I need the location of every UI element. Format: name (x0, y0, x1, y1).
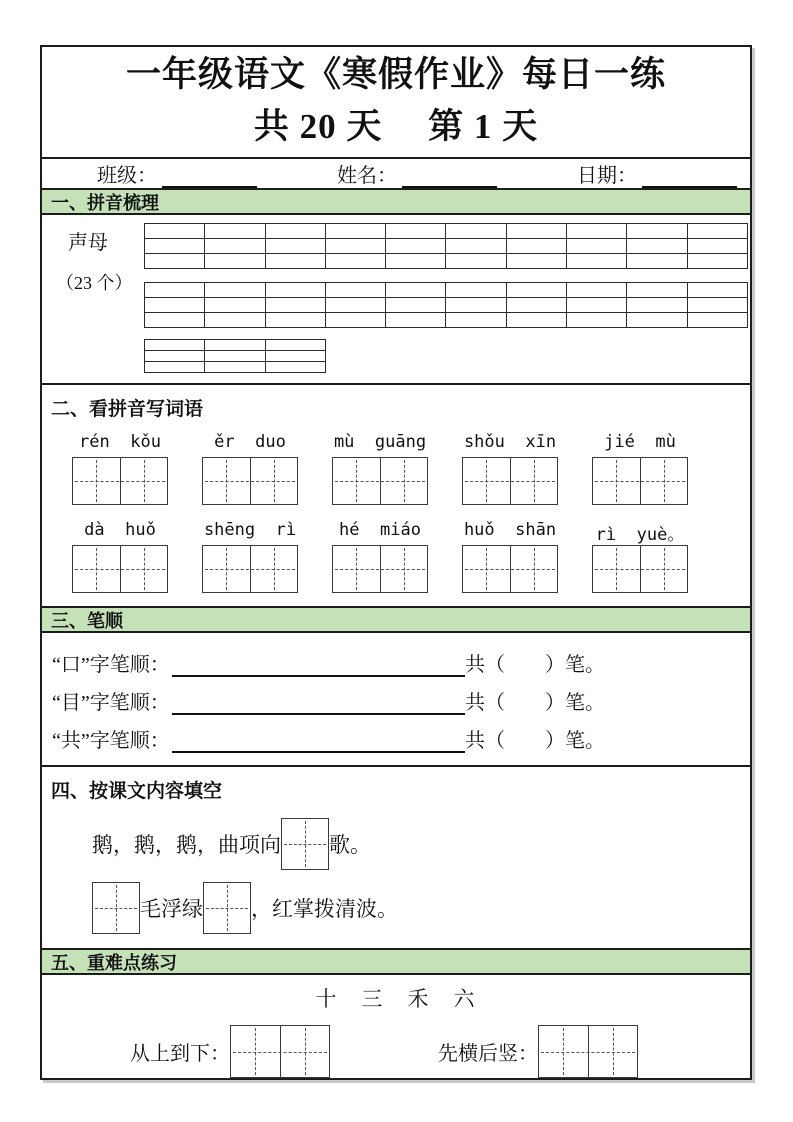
practice-characters: 十 三 禾 六 (315, 987, 477, 1011)
grid-cell (205, 224, 265, 239)
writing-cell (463, 546, 510, 592)
section-key-practice (42, 975, 750, 1078)
pinyin-group (462, 432, 558, 505)
grid-cell (567, 254, 627, 269)
writing-cell (120, 458, 168, 504)
pinyin-group (72, 520, 168, 593)
writing-cell (588, 1026, 638, 1077)
grid-cell (687, 224, 747, 239)
grid-cell (325, 298, 385, 313)
writing-cell (73, 458, 120, 504)
section-header-stroke-order: 三、笔顺 (42, 606, 750, 633)
grid-cell (386, 298, 446, 313)
grid-cell (687, 283, 747, 298)
class-label: 班级： (97, 165, 157, 187)
grid-cell (567, 224, 627, 239)
grid-cell (627, 298, 687, 313)
sentence-text: ，红掌拨清波。 (251, 897, 398, 921)
writing-box-pair (462, 457, 558, 505)
writing-cell (93, 883, 139, 933)
pinyin-row-1 (72, 432, 750, 505)
answer-blank-line (172, 731, 465, 753)
pinyin-label: ěr duo (214, 432, 286, 452)
writing-cell (73, 546, 120, 592)
grid-cell (325, 224, 385, 239)
grid-cell (446, 298, 506, 313)
grid-cell (205, 254, 265, 269)
writing-cell (203, 546, 250, 592)
class-blank-line (162, 168, 257, 188)
grid-cell (325, 239, 385, 254)
date-field (577, 159, 737, 188)
sentence-text: 歌。 (329, 833, 371, 857)
date-label: 日期： (577, 165, 637, 187)
grid-cell (145, 224, 205, 239)
initials-grid-1 (144, 223, 748, 269)
stroke-order-line (52, 686, 605, 715)
grid-cell (265, 224, 325, 239)
grid-cell (627, 224, 687, 239)
name-label: 姓名： (337, 165, 397, 187)
writing-box-pair (332, 457, 428, 505)
pinyin-group (332, 432, 428, 505)
pinyin-group (462, 520, 558, 593)
pinyin-label: mù guāng (333, 432, 427, 452)
grid-cell (446, 239, 506, 254)
grid-cell (687, 298, 747, 313)
grid-cell (446, 254, 506, 269)
initials-label (56, 222, 144, 373)
grid-cell (265, 298, 325, 313)
grid-cell (446, 313, 506, 328)
fill-blank-line-1 (92, 818, 750, 870)
grid-cell (506, 239, 566, 254)
grid-cell (205, 362, 265, 373)
section-stroke-order (42, 633, 750, 765)
writing-cell (282, 819, 328, 869)
pinyin-group (202, 520, 298, 593)
writing-cell (380, 458, 428, 504)
writing-box-pair (462, 545, 558, 593)
stroke-count-suffix: 共（ ）笔。 (465, 692, 605, 714)
grid-cell (145, 340, 205, 351)
grid-cell (325, 254, 385, 269)
writing-box-pair (592, 457, 688, 505)
grid-cell (265, 283, 325, 298)
section-pinyin-review (42, 215, 750, 383)
initials-grid-3 (144, 339, 326, 373)
pinyin-group (72, 432, 168, 505)
writing-cell (640, 458, 688, 504)
writing-cell (463, 458, 510, 504)
grid-cell (265, 313, 325, 328)
initials-label-line1: 声母 (68, 232, 108, 254)
writing-cell (250, 458, 298, 504)
grid-cell (205, 283, 265, 298)
pinyin-label: rén kǒu (79, 432, 161, 452)
grid-cell (145, 313, 205, 328)
answer-blank-line (172, 655, 465, 677)
writing-cell (640, 546, 688, 592)
class-field (97, 159, 257, 188)
writing-box-pair (72, 457, 168, 505)
student-info-row (42, 159, 750, 188)
grid-cell (386, 224, 446, 239)
fill-blank-line-2 (92, 882, 750, 934)
grid-cell (506, 313, 566, 328)
pinyin-row-2 (72, 520, 750, 593)
writing-box-pair (230, 1025, 330, 1078)
s1-tables (144, 222, 748, 373)
grid-cell (265, 362, 325, 373)
section-header-pinyin-review: 一、拼音梳理 (42, 188, 750, 215)
name-field (337, 159, 497, 188)
grid-cell (446, 283, 506, 298)
grid-cell (205, 351, 265, 362)
grid-cell (687, 239, 747, 254)
grid-cell (145, 254, 205, 269)
grid-cell (627, 239, 687, 254)
writing-box-pair (332, 545, 428, 593)
writing-box (281, 818, 329, 870)
date-blank-line (642, 168, 737, 188)
writing-cell (250, 546, 298, 592)
grid-cell (567, 239, 627, 254)
pinyin-label: rì yuè。 (595, 525, 685, 545)
grid-cell (145, 351, 205, 362)
writing-box (92, 882, 140, 934)
stroke-count-suffix: 共（ ）笔。 (465, 730, 605, 752)
grid-cell (205, 298, 265, 313)
writing-cell (120, 546, 168, 592)
grid-cell (627, 313, 687, 328)
writing-box (203, 882, 251, 934)
grid-cell (506, 298, 566, 313)
grid-cell (205, 340, 265, 351)
grid-cell (567, 283, 627, 298)
grid-cell (386, 313, 446, 328)
stroke-order-prompt: “共”字笔顺： (52, 730, 170, 752)
grid-cell (265, 351, 325, 362)
section-fill-blanks (42, 804, 750, 948)
grid-cell (627, 254, 687, 269)
writing-box-pair (202, 545, 298, 593)
grid-cell (145, 283, 205, 298)
pinyin-label: huǒ shān (463, 520, 557, 540)
stroke-order-line (52, 648, 605, 677)
worksheet-page (40, 45, 752, 1080)
writing-cell (510, 458, 558, 504)
section-header-fill-blanks: 四、按课文内容填空 (42, 765, 750, 804)
stroke-order-prompt: “口”字笔顺： (52, 654, 170, 676)
grid-cell (205, 313, 265, 328)
writing-cell (593, 546, 640, 592)
pinyin-label: shēng rì (203, 520, 297, 540)
page-title (42, 47, 750, 159)
writing-cell (333, 458, 380, 504)
initials-label-line2: （23 个） (56, 273, 133, 293)
grid-cell (325, 313, 385, 328)
writing-cell (510, 546, 558, 592)
grid-cell (506, 254, 566, 269)
writing-cell (204, 883, 250, 933)
grid-cell (386, 254, 446, 269)
writing-cell (231, 1026, 280, 1077)
grid-cell (687, 254, 747, 269)
section-header-key-practice: 五、重难点练习 (42, 948, 750, 975)
writing-cell (593, 458, 640, 504)
sentence-text: 毛浮绿 (140, 897, 203, 921)
writing-cell (333, 546, 380, 592)
grid-cell (145, 298, 205, 313)
grid-cell (265, 340, 325, 351)
grid-cell (386, 239, 446, 254)
grid-cell (265, 239, 325, 254)
grid-cell (687, 313, 747, 328)
top-to-bottom-label: 从上到下： (130, 1043, 230, 1065)
writing-box-pair (202, 457, 298, 505)
pinyin-label: dà huǒ (84, 520, 156, 540)
grid-cell (265, 254, 325, 269)
grid-cell (506, 224, 566, 239)
practice-row (42, 1025, 750, 1078)
title-line-1: 一年级语文《寒假作业》每日一练 (125, 55, 666, 94)
sentence-text: 鹅，鹅，鹅，曲项向 (92, 833, 281, 857)
grid-cell (627, 283, 687, 298)
initials-grid-2 (144, 282, 748, 328)
horizontal-first-label: 先横后竖： (438, 1043, 538, 1065)
stroke-count-suffix: 共（ ）笔。 (465, 654, 605, 676)
title-line-2: 共 20 天 第 1 天 (253, 107, 539, 146)
pinyin-label: shǒu xīn (463, 432, 557, 452)
grid-cell (567, 313, 627, 328)
pinyin-group (592, 432, 688, 505)
pinyin-label: jié mù (604, 432, 676, 452)
grid-cell (567, 298, 627, 313)
writing-cell (380, 546, 428, 592)
grid-cell (386, 283, 446, 298)
stroke-order-prompt: “目”字笔顺： (52, 692, 170, 714)
grid-cell (325, 283, 385, 298)
grid-cell (145, 239, 205, 254)
writing-cell (203, 458, 250, 504)
section-header-write-words: 二、看拼音写词语 (42, 383, 750, 422)
pinyin-group (202, 432, 298, 505)
writing-box-pair (538, 1025, 638, 1078)
grid-cell (205, 239, 265, 254)
grid-cell (446, 224, 506, 239)
writing-box-pair (592, 545, 688, 593)
name-blank-line (402, 168, 497, 188)
pinyin-label: hé miáo (339, 520, 421, 540)
stroke-order-line (52, 724, 605, 753)
section-write-words (42, 422, 750, 606)
pinyin-group (592, 520, 688, 593)
grid-cell (145, 362, 205, 373)
pinyin-group (332, 520, 428, 593)
answer-blank-line (172, 693, 465, 715)
grid-cell (506, 283, 566, 298)
writing-cell (539, 1026, 588, 1077)
writing-cell (280, 1026, 330, 1077)
writing-box-pair (72, 545, 168, 593)
